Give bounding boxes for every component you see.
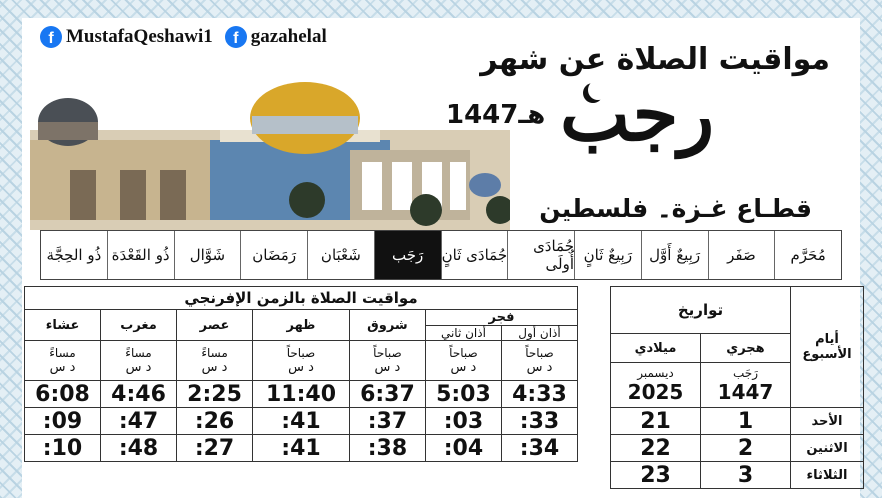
col-fajr-second: أذان ثاني: [425, 326, 501, 341]
month-tab[interactable]: مُحَرَّم: [774, 231, 841, 279]
region-label: قطـاع غـزة۔ فلسطين: [539, 194, 812, 223]
times-table-title: مواقيت الصلاة بالزمن الإفرنجي: [25, 287, 578, 310]
table-row: :09 :47 :26 :41 :37 :03 :33: [25, 408, 578, 435]
days-header: أيام الأسبوع: [791, 287, 864, 408]
month-tab[interactable]: رَمَضَان: [240, 231, 307, 279]
table-row: 6:08 4:46 2:25 11:40 6:37 5:03 4:33: [25, 381, 578, 408]
dome-of-the-rock-image: [30, 60, 510, 230]
prayer-times-table: [24, 286, 578, 462]
month-tab[interactable]: جُمَادَى ثَانٍ: [441, 231, 508, 279]
social-handle: MustafaQeshawi1: [66, 26, 213, 47]
social-link-1[interactable]: [40, 26, 213, 48]
gregorian-month-year: ديسمبر 2025: [611, 363, 701, 408]
table-row: :10 :48 :27 :41 :38 :04 :34: [25, 435, 578, 462]
social-link-2[interactable]: [225, 26, 327, 48]
social-links: [40, 26, 327, 48]
table-row: 22 2 الاثنين: [611, 435, 864, 462]
month-tab[interactable]: شَعْبَان: [307, 231, 374, 279]
col-gregorian: ميلادي: [611, 334, 701, 363]
col-maghrib: مغرب: [101, 310, 177, 341]
hijri-month-year: رَجَب 1447: [701, 363, 791, 408]
col-hijri: هجري: [701, 334, 791, 363]
hijri-year: 1447هـ: [446, 100, 546, 130]
col-isha: عشاء: [25, 310, 101, 341]
month-tab[interactable]: شَوَّال: [174, 231, 241, 279]
dates-table: [610, 286, 864, 489]
period-label: مساءً د س: [25, 341, 101, 381]
month-tab[interactable]: ذُو الحِجَّة: [41, 231, 107, 279]
period-label: مساءً د س: [177, 341, 253, 381]
facebook-icon: f: [40, 26, 62, 48]
social-handle: gazahelal: [250, 26, 327, 47]
month-tab-active[interactable]: رَجَب: [374, 231, 441, 279]
month-tab[interactable]: رَبِيعٌ أَوَّل: [641, 231, 708, 279]
period-label: صباحاً د س: [253, 341, 350, 381]
col-dhuhr: ظهر: [253, 310, 350, 341]
col-asr: عصر: [177, 310, 253, 341]
month-tab[interactable]: رَبِيعٌ ثَانٍ: [574, 231, 641, 279]
month-tabs: [40, 230, 842, 280]
month-tab[interactable]: صَفَر: [708, 231, 775, 279]
table-row: 21 1 الأحد: [611, 408, 864, 435]
table-row: 23 3 الثلاثاء: [611, 462, 864, 489]
month-name: رجب: [560, 72, 715, 158]
period-label: مساءً د س: [101, 341, 177, 381]
period-label: صباحاً د س: [425, 341, 501, 381]
month-tab[interactable]: ذُو القَعْدَة: [107, 231, 174, 279]
period-label: صباحاً د س: [501, 341, 577, 381]
dates-table-title: تواريخ: [611, 287, 791, 334]
period-label: صباحاً د س: [349, 341, 425, 381]
facebook-icon: f: [225, 26, 247, 48]
month-tab[interactable]: جُمَادَى أُولَى: [507, 231, 574, 279]
col-fajr-first: أذان أول: [501, 326, 577, 341]
col-fajr: فجر: [425, 310, 577, 326]
page-title: مواقيت الصلاة عن شهر: [480, 42, 830, 77]
col-sunrise: شروق: [349, 310, 425, 341]
